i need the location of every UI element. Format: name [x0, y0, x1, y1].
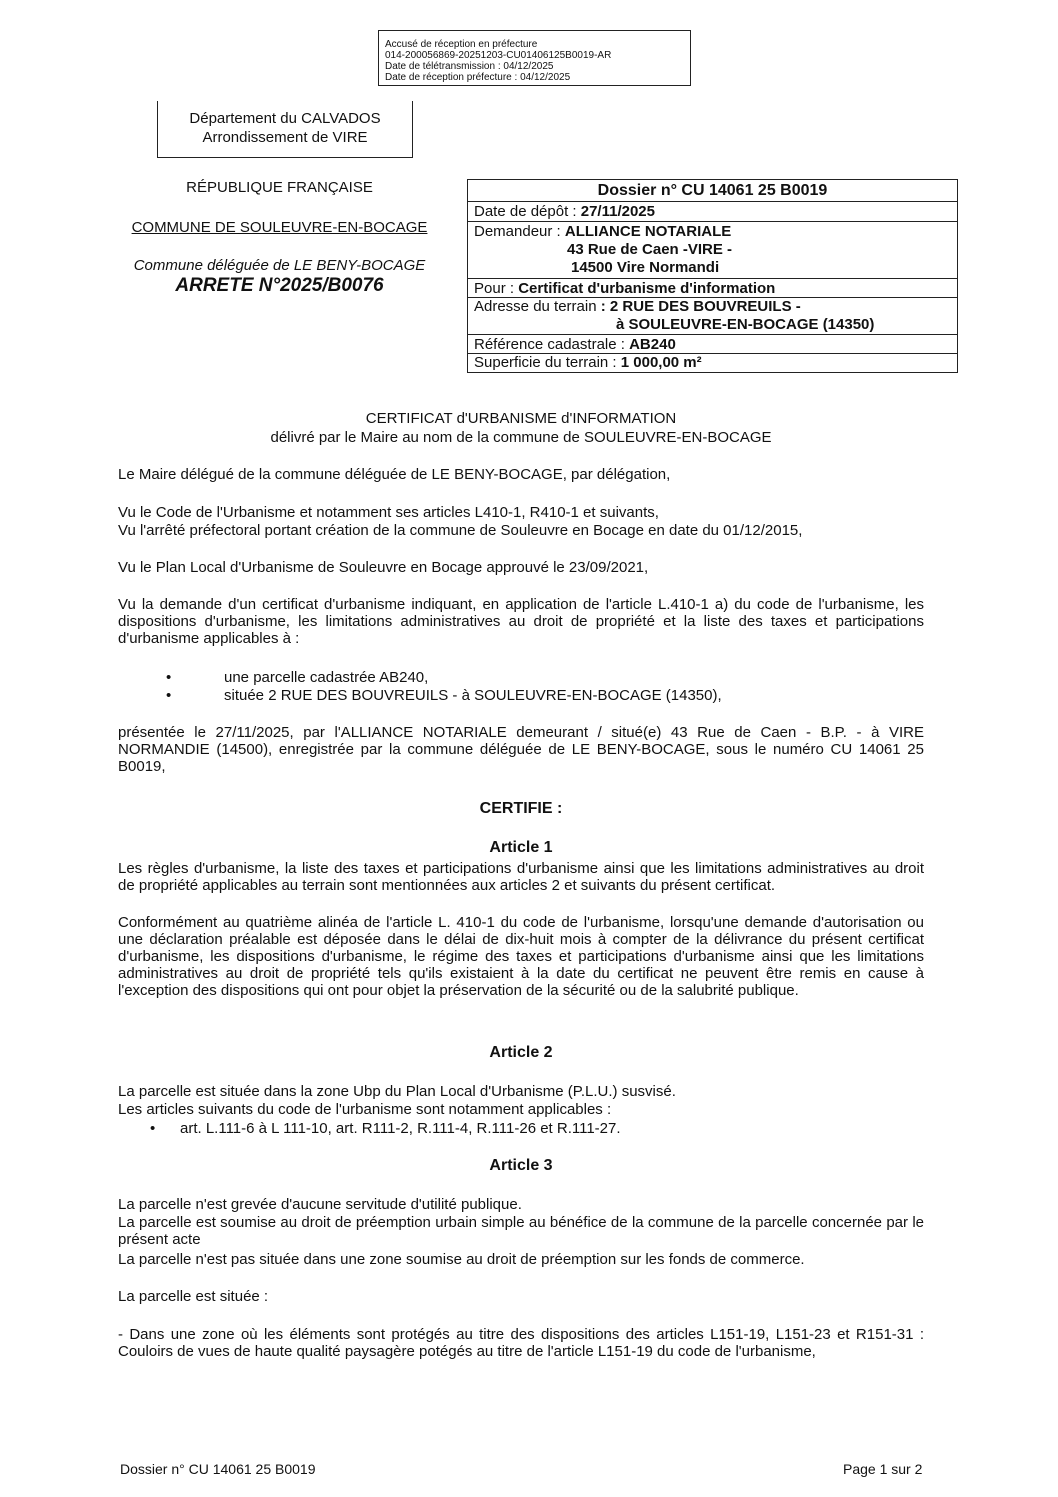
- maire-delegation: Le Maire délégué de la commune déléguée de LE BENY-BOCAGE, par délégation,: [118, 466, 671, 483]
- article-3-paragraph-4: La parcelle est située :: [118, 1288, 269, 1305]
- reference-row: [468, 335, 957, 354]
- article-3-title: Article 3: [489, 1157, 553, 1174]
- list-item: • située 2 RUE DES BOUVREUILS - à SOULEUVRE-EN-BOCAGE (14350),: [166, 687, 924, 705]
- article-2-list: [118, 1120, 924, 1138]
- article-3-paragraph-2: La parcelle est soumise au droit de préemption urbain simple au bénéfice de la commune de la parcelle concernée par le présent acte: [118, 1214, 924, 1248]
- vu-demande: Vu la demande d'un certificat d'urbanisme indiquant, en application de l'article L.410-1 a) du code de l'urbanisme, les dispositions d'urbanisme, les limitations administratives au droit de propriété et la liste des taxes et participations d'urbanisme applicables à :: [118, 596, 924, 647]
- date-depot-label: Date de dépôt :: [474, 203, 581, 220]
- dossier-number: Dossier n° CU 14061 25 B0019: [468, 180, 957, 202]
- superficie-value: 1 000,00 m²: [620, 354, 702, 371]
- department-name: Département du CALVADOS: [189, 110, 381, 127]
- demandeur-value: ALLIANCE NOTARIALE: [564, 223, 732, 240]
- republique-heading: RÉPUBLIQUE FRANÇAISE: [186, 179, 373, 196]
- demandeur-label: Demandeur :: [474, 223, 565, 240]
- vu-arrete-prefectoral: Vu l'arrêté préfectoral portant création de la commune de Souleuvre en Bocage en date du 01/12/2015,: [118, 522, 803, 539]
- date-depot-value: 27/11/2025: [580, 203, 655, 220]
- article-2-title: Article 2: [489, 1044, 553, 1061]
- presentee-paragraph: présentée le 27/11/2025, par l'ALLIANCE NOTARIALE demeurant / situé(e) 43 Rue de Caen - B.P. - à VIRE NORMANDIE (14500), enregistrée par la commune déléguée de LE BENY-BOCAGE, sous le numéro CU 14061 25 B0019,: [118, 724, 924, 775]
- arrete-number: ARRETE N°2025/B0076: [175, 275, 384, 296]
- demandeur-row: [468, 222, 957, 279]
- department-box: [157, 101, 413, 158]
- certifie-heading: CERTIFIE :: [479, 800, 563, 817]
- commune-deleguee: Commune déléguée de LE BENY-BOCAGE: [133, 257, 426, 274]
- demandeur-address-2: 14500 Vire Normandi: [571, 259, 720, 276]
- adresse-label: Adresse du terrain: [474, 298, 601, 315]
- superficie-label: Superficie du terrain :: [474, 354, 621, 371]
- receipt-line: Date de télétransmission : 04/12/2025: [385, 61, 554, 72]
- certificat-subtitle: délivré par le Maire au nom de la commune de SOULEUVRE-EN-BOCAGE: [270, 429, 772, 446]
- article-2-paragraph-1: La parcelle est située dans la zone Ubp du Plan Local d'Urbanisme (P.L.U.) susvisé.: [118, 1083, 676, 1100]
- article-1-paragraph-1: Les règles d'urbanisme, la liste des taxes et participations d'urbanisme ainsi que les limitations administratives au droit de propriété applicables au terrain sont mentionnées aux articles 2 et suivants du présent certificat.: [118, 860, 924, 894]
- pour-value: Certificat d'urbanisme d'information: [518, 280, 776, 297]
- commune-heading: COMMUNE DE SOULEUVRE-EN-BOCAGE: [131, 219, 428, 236]
- vu-code-urbanisme: Vu le Code de l'Urbanisme et notamment ses articles L410-1, R410-1 et suivants,: [118, 504, 659, 521]
- adresse-value-1: : 2 RUE DES BOUVREUILS -: [600, 298, 801, 315]
- superficie-row: [468, 354, 957, 372]
- vu-plu: Vu le Plan Local d'Urbanisme de Souleuvre en Bocage approuvé le 23/09/2021,: [118, 559, 649, 576]
- article-1-title: Article 1: [489, 839, 553, 856]
- prefecture-receipt-stamp: [378, 30, 691, 86]
- arrondissement-name: Arrondissement de VIRE: [202, 129, 368, 146]
- article-3-paragraph-3: La parcelle n'est pas située dans une zone soumise au droit de préemption sur les fonds de commerce.: [118, 1251, 805, 1268]
- reference-value: AB240: [629, 336, 676, 353]
- date-depot-row: [468, 202, 957, 222]
- adresse-terrain-row: [468, 298, 957, 335]
- receipt-line: Date de réception préfecture : 04/12/2025: [385, 72, 571, 83]
- list-item: • art. L.111-6 à L 111-10, art. R111-2, R.111-4, R.111-26 et R.111-27.: [150, 1120, 924, 1138]
- demandeur-address-1: 43 Rue de Caen -VIRE -: [567, 241, 733, 258]
- article-3-paragraph-5: - Dans une zone où les éléments sont protégés au titre des dispositions des articles L151-19, L151-23 et R151-31 : Couloirs de vues de haute qualité paysagère potégés au titre de l'article L151-19 du code de l'urbanisme,: [118, 1326, 924, 1360]
- receipt-line: 014-200056869-20251203-CU01406125B0019-AR: [385, 50, 612, 61]
- list-item: • une parcelle cadastrée AB240,: [166, 669, 924, 687]
- article-3-paragraph-1: La parcelle n'est grevée d'aucune servitude d'utilité publique.: [118, 1196, 522, 1213]
- footer-page-number: Page 1 sur 2: [843, 1461, 923, 1477]
- article-1-paragraph-2: Conformément au quatrième alinéa de l'article L. 410-1 du code de l'urbanisme, lorsqu'une demande d'autorisation ou une déclaration préalable est déposée dans le délai de dix-huit mois à compter de la délivrance du présent certificat d'urbanisme, les dispositions d'urbanisme, le régime des taxes et participations d'urbanisme ainsi que les limitations administratives au droit de propriété tels qu'ils existaient à la date du certificat ne peuvent être remis en cause à l'exception des dispositions qui ont pour objet la préservation de la sécurité ou de la salubrité publique.: [118, 914, 924, 999]
- adresse-value-2: à SOULEUVRE-EN-BOCAGE (14350): [616, 316, 875, 333]
- certificat-title: CERTIFICAT d'URBANISME d'INFORMATION: [365, 410, 677, 427]
- parcel-list: [118, 669, 924, 705]
- dossier-info-table: [467, 179, 958, 373]
- pour-label: Pour :: [474, 280, 519, 297]
- footer-dossier-number: Dossier n° CU 14061 25 B0019: [120, 1461, 316, 1477]
- reference-label: Référence cadastrale :: [474, 336, 630, 353]
- receipt-line: Accusé de réception en préfecture: [385, 39, 538, 50]
- pour-row: [468, 279, 957, 298]
- article-2-paragraph-2: Les articles suivants du code de l'urbanisme sont notamment applicables :: [118, 1101, 612, 1118]
